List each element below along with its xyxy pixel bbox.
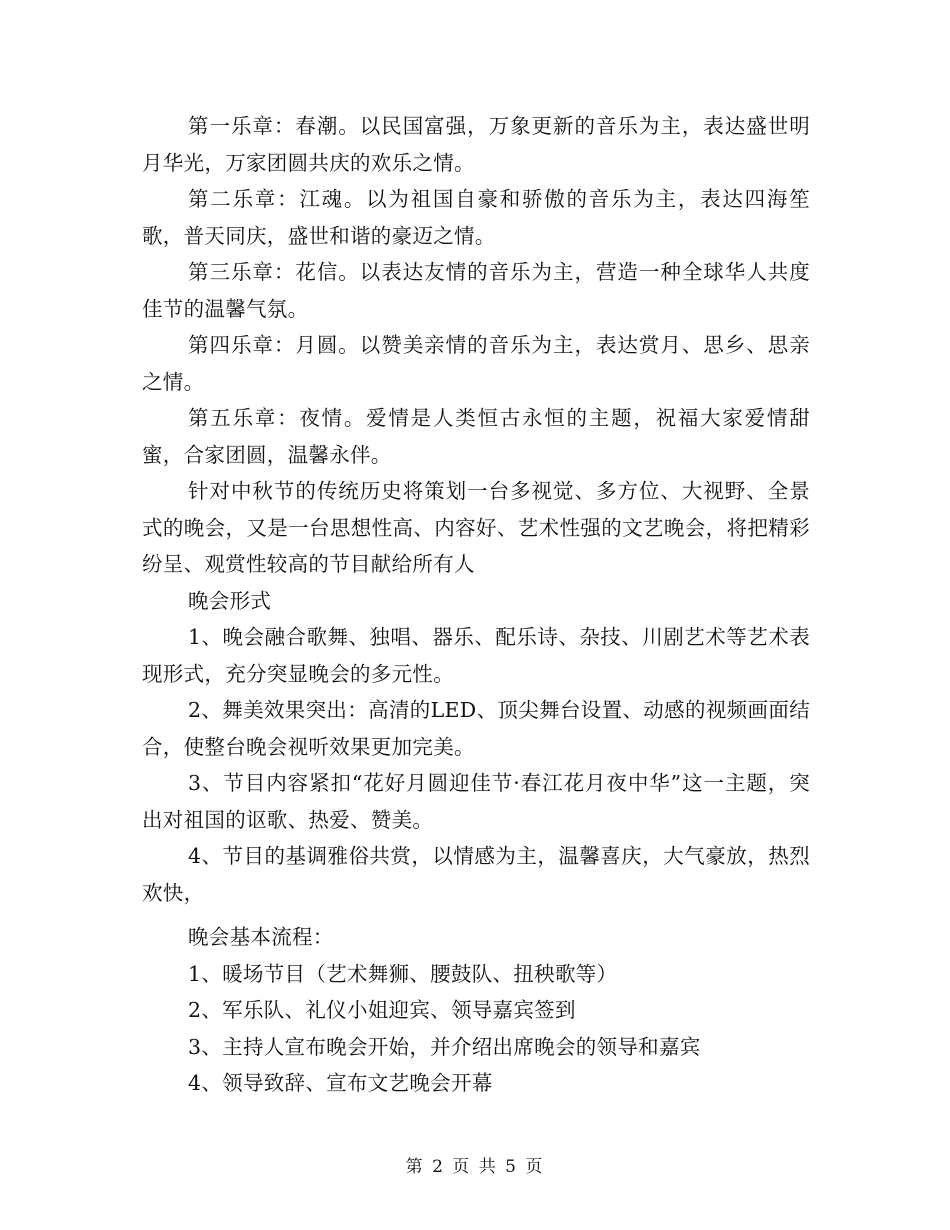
format-item-2: 2、舞美效果突出：高清的LED、顶尖舞台设置、动感的视频画面结合，使整台晚会视听效果更加完美。 xyxy=(142,698,810,759)
flow-item-1: 1、暖场节目（艺术舞狮、腰鼓队、扭秧歌等） xyxy=(188,961,618,986)
section-heading-flow: 晚会基本流程： xyxy=(188,925,334,949)
paragraph-movement-4: 第四乐章：月圆。以赞美亲情的音乐为主，表达赏月、思乡、思亲之情。 xyxy=(142,333,810,394)
paragraph-movement-3: 第三乐章：花信。以表达友情的音乐为主，营造一种全球华人共度佳节的温馨气氛。 xyxy=(142,260,810,321)
flow-item-3: 3、主持人宣布晚会开始，并介绍出席晚会的领导和嘉宾 xyxy=(188,1034,701,1059)
page-number-footer: 第 2 页 共 5 页 xyxy=(405,1157,545,1177)
paragraph-movement-2: 第二乐章：江魂。以为祖国自豪和骄傲的音乐为主，表达四海笙歌，普天同庆，盛世和谐的豪迈之情。 xyxy=(142,187,810,248)
document-body xyxy=(142,108,810,1102)
flow-item-4: 4、领导致辞、宣布文艺晚会开幕 xyxy=(188,1071,493,1095)
flow-item-2: 2、军乐队、礼仪小姐迎宾、领导嘉宾签到 xyxy=(188,998,576,1022)
section-heading-format: 晚会形式 xyxy=(188,588,272,613)
format-item-3: 3、节目内容紧扣“花好月圆迎佳节·春江花月夜中华”这一主题，突出对祖国的讴歌、热爱、赞美。 xyxy=(142,771,810,832)
format-item-4: 4、节目的基调雅俗共赏，以情感为主，温馨喜庆，大气豪放，热烈欢快， xyxy=(142,844,810,905)
format-item-1: 1、晚会融合歌舞、独唱、器乐、配乐诗、杂技、川剧艺术等艺术表现形式，充分突显晚会的多元性。 xyxy=(142,625,810,686)
paragraph-overview: 针对中秋节的传统历史将策划一台多视觉、多方位、大视野、全景式的晚会，又是一台思想性高、内容好、艺术性强的文艺晚会，将把精彩纷呈、观赏性较高的节目献给所有人 xyxy=(142,479,810,576)
paragraph-movement-5: 第五乐章：夜情。爱情是人类恒古永恒的主题，祝福大家爱情甜蜜，合家团圆，温馨永伴。 xyxy=(142,406,810,467)
paragraph-movement-1: 第一乐章：春潮。以民国富强，万象更新的音乐为主，表达盛世明月华光，万家团圆共庆的欢乐之情。 xyxy=(142,114,810,175)
